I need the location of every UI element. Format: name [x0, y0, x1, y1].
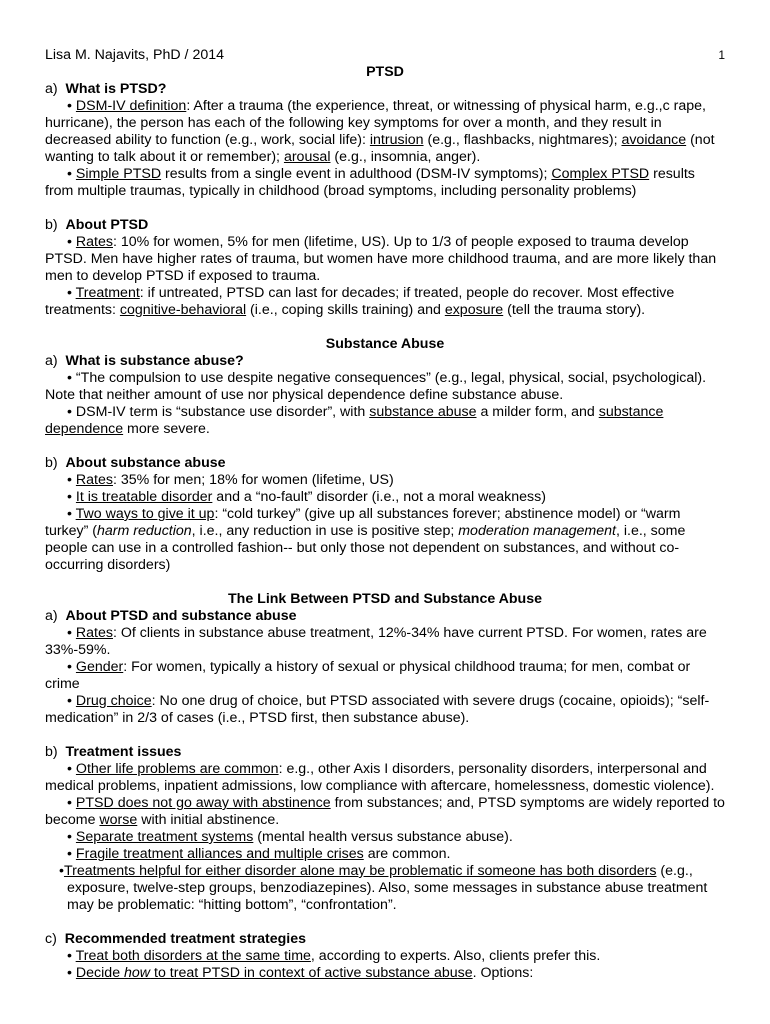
para-drug-choice: • Drug choice: No one drug of choice, but PTSD associated with severe drugs (cocaine, opioids); “self-medication” in 2/3 of cases (i.e., PTSD first, then substance abuse).: [45, 693, 710, 726]
para-decide-how: • Decide how to treat PTSD in context of active substance abuse. Options:: [67, 965, 534, 981]
para-dsm-definition: • DSM-IV definition: After a trauma (the experience, threat, or witnessing of physical harm, e.g.,c rape, hurricane), the person has each of the following key symptoms for over a month, and they result in decreased ability to function (e.g., work, social life): intrusion (e.g., flashbacks, nightmares); avoidance (not wanting to talk about it or remember); arousal (e.g., insomnia, anger).: [45, 98, 715, 165]
heading-about-ptsd: b) About PTSD: [45, 217, 149, 233]
heading-recommended-strategies: c) Recommended treatment strategies: [45, 931, 306, 947]
para-link-rates: • Rates: Of clients in substance abuse treatment, 12%-34% have current PTSD. For women, rates are 33%-59%.: [45, 625, 707, 658]
para-dsm-term: • DSM-IV term is “substance use disorder”, with substance abuse a milder form, and substance dependence more severe.: [45, 404, 664, 437]
para-gender: • Gender: For women, typically a history of sexual or physical childhood trauma; for men, combat or crime: [45, 659, 691, 692]
heading-what-is-ptsd: a) What is PTSD?: [45, 81, 167, 97]
author-line: Lisa M. Najavits, PhD / 2014: [45, 47, 224, 63]
para-ptsd-rates: • Rates: 10% for women, 5% for men (lifetime, US). Up to 1/3 of people exposed to trauma develop PTSD. Men have higher rates of trauma, but women have more childhood trauma, and are more likely than men to develop PTSD if exposed to trauma.: [45, 234, 717, 284]
para-sa-rates: • Rates: 35% for men; 18% for women (lifetime, US): [67, 472, 394, 488]
section-title-substance-abuse: Substance Abuse: [325, 336, 445, 352]
para-treat-both: • Treat both disorders at the same time, according to experts. Also, clients prefer this.: [67, 948, 601, 964]
para-ptsd-treatment: • Treatment: if untreated, PTSD can last for decades; if treated, people do recover. Most effective treatments: cognitive-behavioral (i.e., coping skills training) and exposure (tell the trauma story).: [45, 285, 675, 318]
para-treatable: • It is treatable disorder and a “no-fault” disorder (i.e., not a moral weakness): [67, 489, 546, 505]
page-number: 1: [718, 48, 725, 62]
document-page: [45, 47, 725, 982]
para-other-life-problems: • Other life problems are common: e.g., other Axis I disorders, personality disorders, interpersonal and medical problems, inpatient admissions, low compliance with aftercare, homelessness, domestic violence).: [45, 761, 715, 794]
heading-what-is-substance-abuse: a) What is substance abuse?: [45, 353, 244, 369]
section-title-link: The Link Between PTSD and Substance Abuse: [227, 591, 543, 607]
para-compulsion: • “The compulsion to use despite negative consequences” (e.g., legal, physical, social, psychological). Note that neither amount of use nor physical dependence define substance abuse.: [45, 370, 707, 403]
para-separate-systems: • Separate treatment systems (mental health versus substance abuse).: [67, 829, 513, 845]
heading-about-ptsd-sa: a) About PTSD and substance abuse: [45, 608, 297, 624]
heading-treatment-issues: b) Treatment issues: [45, 744, 182, 760]
para-two-ways: • Two ways to give it up: “cold turkey” (give up all substances forever; abstinence model) or “warm turkey” (harm reduction, i.e., any reduction in use is positive step; moderation management, i.e., some people can use in a controlled fashion-- but only those not dependent on substances, and without co-occurring disorders): [45, 506, 686, 573]
para-fragile-alliances: • Fragile treatment alliances and multiple crises are common.: [67, 846, 451, 862]
heading-about-substance-abuse: b) About substance abuse: [45, 455, 226, 471]
para-abstinence: • PTSD does not go away with abstinence from substances; and, PTSD symptoms are widely reported to become worse with initial abstinence.: [45, 795, 725, 828]
section-title-ptsd: PTSD: [366, 64, 404, 80]
para-treatments-problematic: •Treatments helpful for either disorder alone may be problematic if someone has both disorders (e.g., exposure, twelve-step groups, benzodiazepines). Also, some messages in substance abuse treatment may be problematic: “hitting bottom”, “confrontation”.: [59, 863, 708, 913]
para-simple-complex-ptsd: • Simple PTSD results from a single event in adulthood (DSM-IV symptoms); Complex PTSD results from multiple traumas, typically in childhood (broad symptoms, including personality problems): [45, 166, 695, 199]
